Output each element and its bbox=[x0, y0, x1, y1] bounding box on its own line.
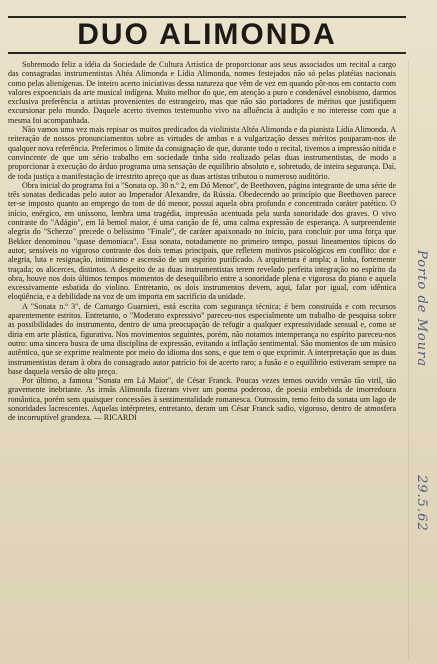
handwritten-date: 29.5.62 bbox=[414, 475, 429, 532]
last-paragraph-text: Por último, a famosa "Sonata em Lá Maior", de César Franck. Poucas vezes temos ouvido versão tão viril, tão gravemente inebriante. As irmãs Alimonda fizeram viver um poema poderoso, de poesia embebida de imorredoura romântica, porém sem quaisquer concessões à sentimentalidade romanesca. Outrossim, temo feito da sonata um lago de sonoridades lacrescentes. Aquelas intérpretes, entretanto, deram um César Franck sadio, vigoroso, dentro de atmosfera de incorruptível grandeza. — bbox=[8, 376, 396, 423]
article-body bbox=[8, 60, 396, 423]
author-signature: RICARDI bbox=[103, 413, 137, 423]
handwritten-note bbox=[405, 250, 435, 580]
article-paragraph bbox=[8, 376, 396, 422]
article-title: DUO ALIMONDA bbox=[77, 18, 337, 51]
article-paragraph: A "Sonata n.º 3", de Camargo Guarnieri, está escrita com segurança técnica; é bem construída e com recursos aparentemente estritos. Entretanto, o "Moderato expressivo" pareceu-nos especialmente um trabalho de pesquisa sobre as possibilidades do instrumento, dentro de uma preocupação de refugir a qualquer expressividade sensual e, como se diria em arte plástica, figurativa. Nos movimentos seguintes, porém, não notamos intemperança no espírito pareceu-nos outro: uma sincera busca de uma disciplina de expressão, evitando a inflação sentimental. São momentos de um músico autêntico, que se exprime realmente por meio do idioma dos sons, e que tem o que exprimir. A interpretação que as duas instrumentistas deram à obra do consagrado autor patrício foi de acerto raro; a fusão e o equilíbrio estiveram sempre na base daquela versão de alto preço. bbox=[8, 301, 396, 376]
article-paragraph: Sobremodo feliz a idéia da Sociedade de Cultura Artística de proporcionar aos seus associados um recital a cargo das consagradas instrumentistas Altéa Alimonda e Lídia Alimonda, nomes festejados não só pelas platéias nacionais como pelas alienígenas. De inteiro acerto iniciativas dessa natureza que vêm de vez em quando pôr-nos em contacto com valores expoenciais da arte musical indígena. Muito melhor do que, em atenção a puro e condenável esnobismo, darmos exclusiva preferência a artistas provenientes do estrangeiro, mas que não são portadores de méritos que justifiquem excursionar pelo mundo. Daquele acerto tivemos testemunho vivo na afluência à audição e no interesse com que a mesma foi acompanhada. bbox=[8, 60, 396, 125]
article-paragraph: Não vamos uma vez mais repisar os muitos predicados da violinista Altéa Alimonda e da pianista Lídia Alimonda. A reiteração de nossos pronunciamentos sobre as virtudes de ambas e a vulgarização desses méritos pouparam-nos de qualquer nova referência. Preferimos o limite da consignação de que, durante todo o recital, tivemos a impressão nítida e convincente de que um sério trabalho em sociedade tinha sido realizado pelas duas instrumentistas, de modo a proporcionar à execução do árduo programa uma sensação de equilíbrio absoluto e, sobretudo, de inteira segurança. Daí, de toda justiça a manifestação de irrestrito apreço que as duas artistas tributou o numeroso auditório. bbox=[8, 125, 396, 181]
handwritten-place: Porto de Moura bbox=[414, 250, 429, 368]
article-paragraph: Obra inicial do programa foi a "Sonata op. 30 n.º 2, em Dó Menor", de Beethoven, página integrante de uma série de três sonatas dedicadas pelo autor ao Imperador Alexandre, da Rússia. Obedecendo ao princípio que Beethoven parece ter-se imposto quanto ao emprego do tom de dó menor, possui aquela obra profundo e concentrado caráter patético. O início, enérgico, em uníssono, lembra uma tragédia, impressão acentuada pela surda sonoridade dos graves. O vivo contraste do "Adágio", em lá bemol maior, é uma canção de fé, uma calma expressão de esperança. A surpreendente alegria do "Scherzo" precede o belíssimo "Finale", de caráter apaixonado no início, para concluir por uma força que Bekker denominou "quase demoníaca". Essa sonata, notadamente no primeiro tempo, possui lineamentos típicos do autor, sensíveis no vigoroso contraste dos dois temas principais, que refletem motivos psicológicos em conflito: dor e alegria, luta e resignação, intimismo e ascensão de um espírito purificado. A arquitetura é ampla; a linha, fortemente traçada; os alicerces, distintos. A despeito de as duas instrumentistas terem revelado perfeita integração no espírito da obra, houve nos dois últimos tempos momentos de desequilíbrio entre a sonoridade plena e vigorosa do piano e aquela excessivamente esbatida do violino. Entretanto, os dois instrumentos devem, aqui, falar por igual, com idêntica eloqüência, e a debilidade na voz de um importa em sacrifício da unidade. bbox=[8, 180, 396, 302]
title-rule-bottom bbox=[8, 52, 406, 54]
